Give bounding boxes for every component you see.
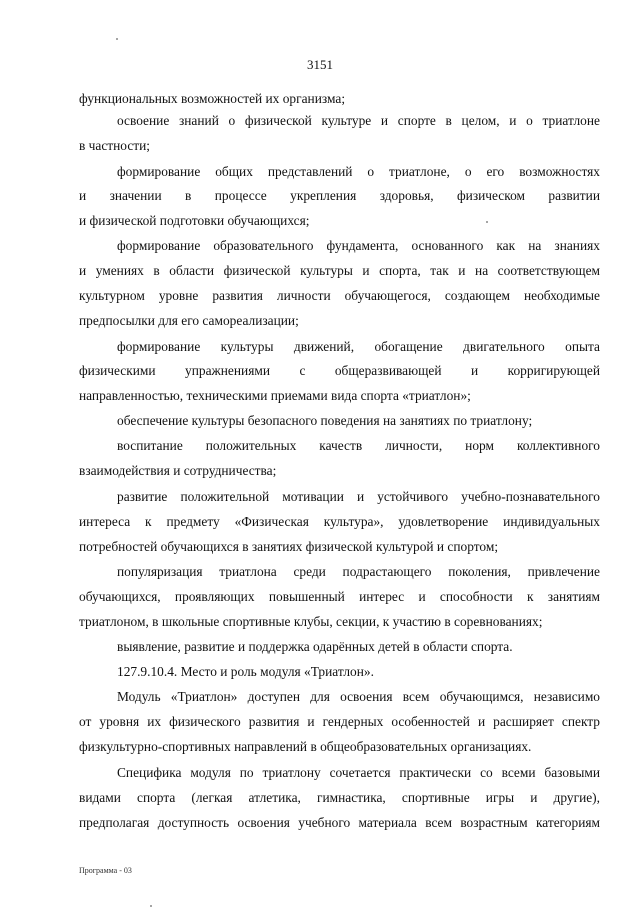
- text-line: обучающихся, проявляющих повышенный интерес и способности к занятиям: [79, 589, 600, 604]
- text-line: популяризация триатлона среди подрастающего поколения, привлечение: [117, 564, 600, 579]
- text-line: формирование образовательного фундамента, основанного как на знаниях: [117, 238, 600, 253]
- text-line: интереса к предмету «Физическая культура», удовлетворение индивидуальных: [79, 514, 600, 529]
- text-line: потребностей обучающихся в занятиях физической культурой и спортом;: [79, 539, 499, 554]
- text-line: физкультурно-спортивных направлений в общеобразовательных организациях.: [79, 739, 532, 754]
- text-line: воспитание положительных качеств личности, норм коллективного: [117, 438, 600, 453]
- text-line: видами спорта (легкая атлетика, гимнастика, спортивные игры и другие),: [79, 790, 600, 805]
- text-line: формирование культуры движений, обогащение двигательного опыта: [117, 339, 600, 354]
- text-line: Специфика модуля по триатлону сочетается практически со всеми базовыми: [117, 765, 600, 780]
- text-line: развитие положительной мотивации и устойчивого учебно-познавательного: [117, 489, 600, 504]
- text-line: предпосылки для его самореализации;: [79, 313, 299, 328]
- text-line: взаимодействия и сотрудничества;: [79, 463, 277, 478]
- text-line: и умениях в области физической культуры и спорта, так и на соответствующем: [79, 263, 600, 278]
- text-line: в частности;: [79, 138, 151, 153]
- text-line: триатлоном, в школьные спортивные клубы, секции, к участию в соревнованиях;: [79, 614, 543, 629]
- text-line: физическими упражнениями с общеразвивающей и корригирующей: [79, 363, 600, 378]
- scan-speck: [486, 221, 488, 223]
- text-line: функциональных возможностей их организма;: [79, 91, 346, 106]
- text-line: Модуль «Триатлон» доступен для освоения всем обучающимся, независимо: [117, 689, 600, 704]
- text-line: направленностью, техническими приемами вида спорта «триатлон»;: [79, 388, 471, 403]
- page-footer: Программа - 03: [79, 866, 132, 875]
- text-line: предполагая доступность освоения учебного материала всем возрастным категориям: [79, 815, 600, 830]
- section-heading: 127.9.10.4. Место и роль модуля «Триатлон».: [117, 664, 374, 679]
- scan-speck: [116, 38, 118, 40]
- page-number: 3151: [307, 57, 333, 72]
- text-line: и значении в процессе укрепления здоровья, физическом развитии: [79, 188, 600, 203]
- scan-speck: [150, 905, 152, 907]
- text-line: выявление, развитие и поддержка одарённых детей в области спорта.: [117, 639, 513, 654]
- text-line: и физической подготовки обучающихся;: [79, 213, 310, 228]
- text-line: культурном уровне развития личности обучающегося, создающем необходимые: [79, 288, 600, 303]
- text-line: обеспечение культуры безопасного поведения на занятиях по триатлону;: [117, 413, 533, 428]
- text-line: освоение знаний о физической культуре и спорте в целом, и о триатлоне: [117, 113, 600, 128]
- text-line: от уровня их физического развития и гендерных особенностей и расширяет спектр: [79, 714, 600, 729]
- text-line: формирование общих представлений о триатлоне, о его возможностях: [117, 164, 600, 179]
